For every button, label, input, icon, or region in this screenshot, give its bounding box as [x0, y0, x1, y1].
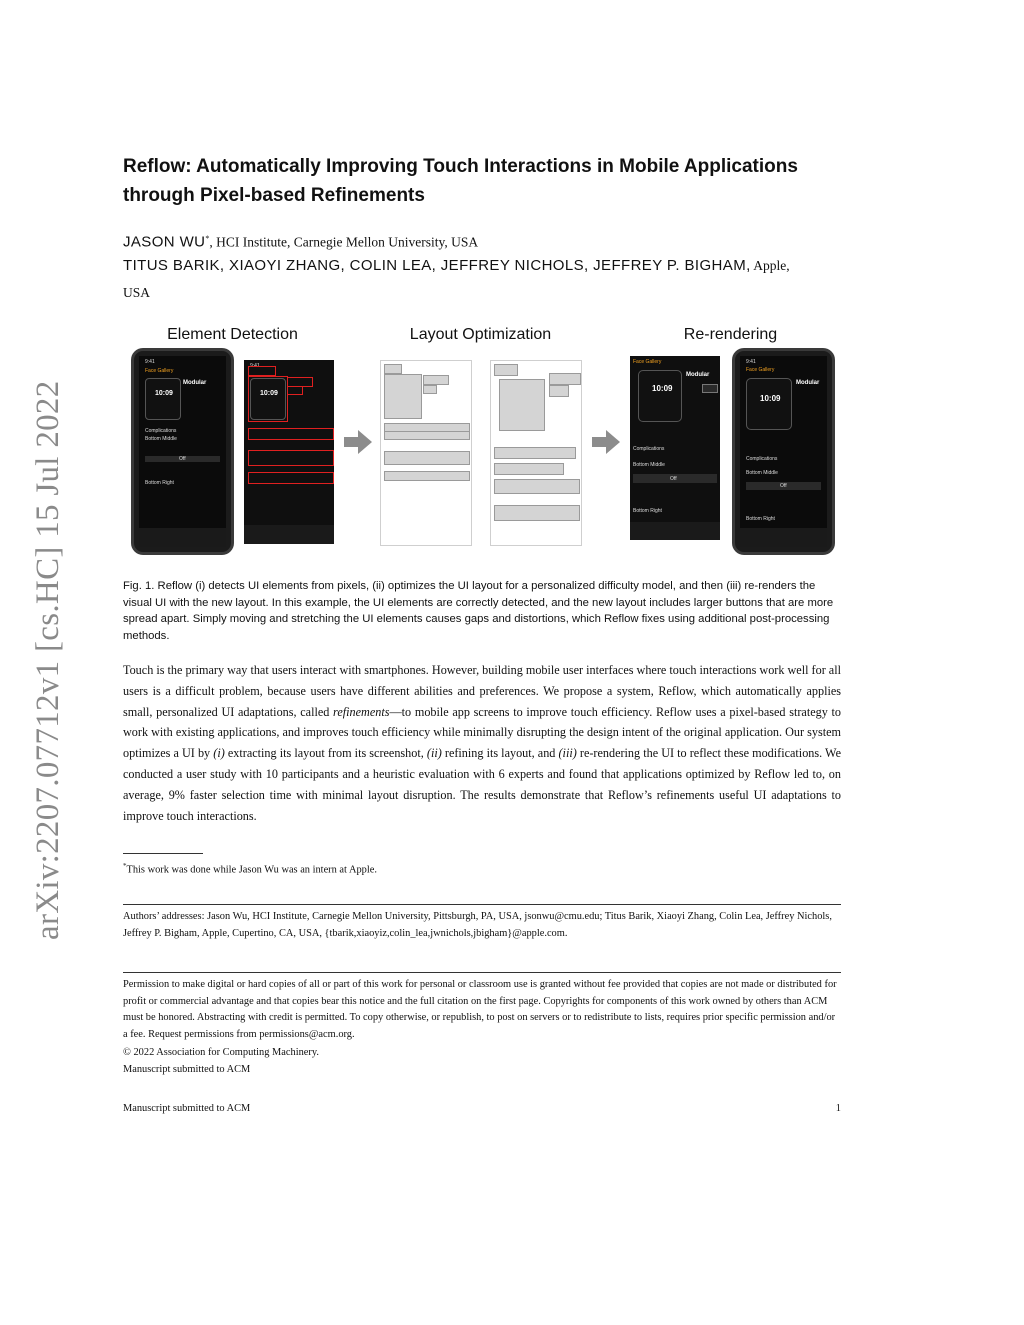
wire-add-box [423, 385, 437, 394]
watch-face-preview [145, 378, 181, 420]
phone-final [732, 348, 835, 555]
caption-text: Reflow (i) detects UI elements from pixels, (ii) optimizes the UI layout for a personalized difficulty model, and then (iii) re-renders the visual UI with the new layout. In this example, the UI elements are correctly detected, and the new layout includes larger buttons that are more spread apart. Simply moving and stretching the UI elements causes gaps and distortions, which Reflow fixes using additional post-processing methods. [123, 580, 834, 642]
title-line-2: through Pixel-based Refinements [123, 185, 425, 206]
wire-face-box [384, 374, 422, 419]
opt-off-box [494, 479, 580, 494]
rerender-face-name: Modular [686, 372, 710, 378]
footnote-mark: * [123, 862, 127, 870]
detected-back-box [248, 366, 276, 376]
shot-tab-bar [244, 525, 334, 544]
author-affiliation-cmu: , HCI Institute, Carnegie Mellon University, USA [209, 234, 479, 250]
opt-title-box [549, 373, 581, 385]
screenshot-detected [244, 360, 334, 544]
authors-addresses: Authors’ addresses: Jason Wu, HCI Institute, Carnegie Mellon University, Pittsburgh, PA, USA, jsonwu@cmu.edu; Titus Barik, Xiaoyi Zhang, Colin Lea, Jeffrey Nichols, Jeffrey P. Bigham, Apple, Cupertino, CA, USA, {tbarik,xiaoyiz,colin_lea,jwnichols,jbigham}@apple.com. [123, 911, 832, 939]
abstract-term-refinements: refinements [333, 704, 390, 719]
permission-rule [123, 972, 841, 973]
abstract-part-3: extracting its layout from its screenshot, [224, 746, 427, 761]
bottom-middle-label: Bottom Middle [145, 436, 177, 442]
footnote-text: This work was done while Jason Wu was an intern at Apple. [126, 864, 377, 876]
caption-fig-label: Fig. 1. [123, 580, 155, 592]
opt-face-box [499, 379, 545, 431]
final-face-name: Modular [796, 380, 820, 386]
abstract-part-2: —to mobile app screens to improve touch efficiency. Reflow uses a pixel-based strategy to work with existing applications, and improves touch efficiency while minimally disrupting the design intent of the original application. Our system optimizes a UI by [123, 704, 841, 761]
rerender-back: Face Gallery [633, 359, 662, 365]
final-face [746, 378, 792, 430]
rerender-add [702, 384, 718, 393]
addresses-rule [123, 904, 841, 905]
figure-label-layout-optimization: Layout Optimization [409, 326, 552, 343]
opt-back-box [494, 364, 518, 376]
final-tab-bar [740, 528, 827, 547]
abstract-part-5: re-rendering the UI to reflect these modifications. We conducted a user study with 10 participants and a heuristic evaluation with 6 experts and found that applications optimized by Reflow led to, on average, 9% faster selection time with minimal layout disruption. The results demonstrate that Reflow’s refinements useful UI adaptations to improve touch interactions. [123, 746, 841, 823]
author-name-wu: JASON WU [123, 233, 206, 251]
footnote [123, 858, 841, 879]
author-line-1 [123, 225, 853, 256]
wire-title-box [423, 375, 449, 385]
abstract-part-4: refining its layout, and [441, 746, 559, 761]
phone-time: 9:41 [145, 359, 155, 365]
screenshot-rerendered [630, 356, 720, 540]
author-country: USA [123, 285, 151, 300]
arxiv-sidebar-id: arXiv:2207.07712v1 [cs.HC] 15 Jul 2022 [30, 380, 66, 940]
opt-row1-box [494, 447, 576, 459]
permission-notice: Permission to make digital or hard copies of all or part of this work for personal or classroom use is granted without fee provided that copies are not made or distributed for profit or commercial advantage and that copies bear this notice and the full citation on the first page. Copyrights for components of this work owned by others than ACM must be honored. Abstracting with credit is permitted. To copy otherwise, or republish, to post on servers or to redistribute to lists, requires prior specific permission and/or a fee. Request permissions from permissions@acm.org. [123, 979, 837, 1040]
final-time: 9:41 [746, 359, 756, 365]
opt-row2-box [494, 463, 564, 475]
rerender-complications: Complications [633, 446, 665, 452]
rerender-clock: 10:09 [652, 384, 673, 393]
opt-add-box [549, 385, 569, 397]
wireframe-extracted [380, 360, 472, 546]
footnote-rule [123, 853, 203, 854]
detected-add-box [287, 386, 303, 395]
final-bottom-right: Bottom Right [746, 516, 775, 522]
rerender-face [638, 370, 682, 422]
watch-face-name: Modular [183, 380, 207, 386]
rerender-bottom-middle: Bottom Middle [633, 462, 665, 468]
author-affiliation-apple: Apple, [750, 258, 790, 273]
wire-off-box [384, 451, 470, 465]
title-line-1: Reflow: Automatically Improving Touch Interactions in Mobile Applications [123, 156, 798, 177]
rerender-bottom-right: Bottom Right [633, 508, 662, 514]
arrow-right-icon-2 [592, 430, 620, 454]
arrow-right-icon [344, 430, 372, 454]
detected-row-box [248, 428, 334, 440]
detected-bottom-right-box [248, 472, 334, 484]
bottom-right-label: Bottom Right [145, 480, 174, 486]
wire-bottom-right-box [384, 471, 470, 481]
copyright-line: © 2022 Association for Computing Machinery. [123, 1047, 319, 1058]
manuscript-line: Manuscript submitted to ACM [123, 1064, 251, 1075]
opt-bottom-right-box [494, 505, 580, 521]
abstract-marker-iii: (iii) [558, 746, 577, 761]
complications-header: Complications [145, 428, 177, 434]
abstract [123, 660, 841, 826]
paper-title [123, 152, 883, 210]
detected-off-box [248, 450, 334, 466]
final-back: Face Gallery [746, 367, 775, 373]
abstract-marker-i: (i) [213, 746, 225, 761]
abstract-marker-ii: (ii) [426, 746, 442, 761]
page-number: 1 [835, 1103, 841, 1114]
wire-row2-box [384, 431, 470, 440]
phone-back-link: Face Gallery [145, 368, 174, 374]
off-button-label: Off [179, 456, 186, 462]
phone-original [131, 348, 234, 555]
figure-label-re-rendering: Re-rendering [683, 326, 778, 343]
figure-label-element-detection: Element Detection [167, 326, 298, 343]
wireframe-optimized [490, 360, 582, 546]
detected-face-box [248, 376, 288, 422]
rerender-off-label: Off [670, 476, 677, 482]
final-bottom-middle: Bottom Middle [746, 470, 778, 476]
final-clock: 10:09 [760, 394, 781, 403]
author-line-2 [123, 252, 853, 279]
final-complications: Complications [746, 456, 778, 462]
tab-bar [139, 528, 226, 547]
abstract-part-1: Touch is the primary way that users interact with smartphones. However, building mobile user interfaces where touch interactions work well for all users is a difficult problem, because users have different abilities and preferences. We propose a system, Reflow, which automatically applies small, personalized UI adaptations, called [123, 663, 841, 719]
author-footnote-mark: * [205, 234, 210, 243]
shot-clock: 10:09 [260, 390, 278, 397]
final-off-label: Off [780, 483, 787, 489]
author-names-apple: TITUS BARIK, XIAOYI ZHANG, COLIN LEA, JEFFREY NICHOLS, JEFFREY P. BIGHAM, [123, 257, 751, 274]
shot-time: 9:41 [250, 363, 260, 369]
rerender-tab-bar [630, 522, 720, 540]
footer-manuscript: Manuscript submitted to ACM [123, 1103, 251, 1114]
watch-clock: 10:09 [155, 390, 173, 397]
wire-back-box [384, 364, 402, 374]
figure-caption [123, 578, 841, 644]
